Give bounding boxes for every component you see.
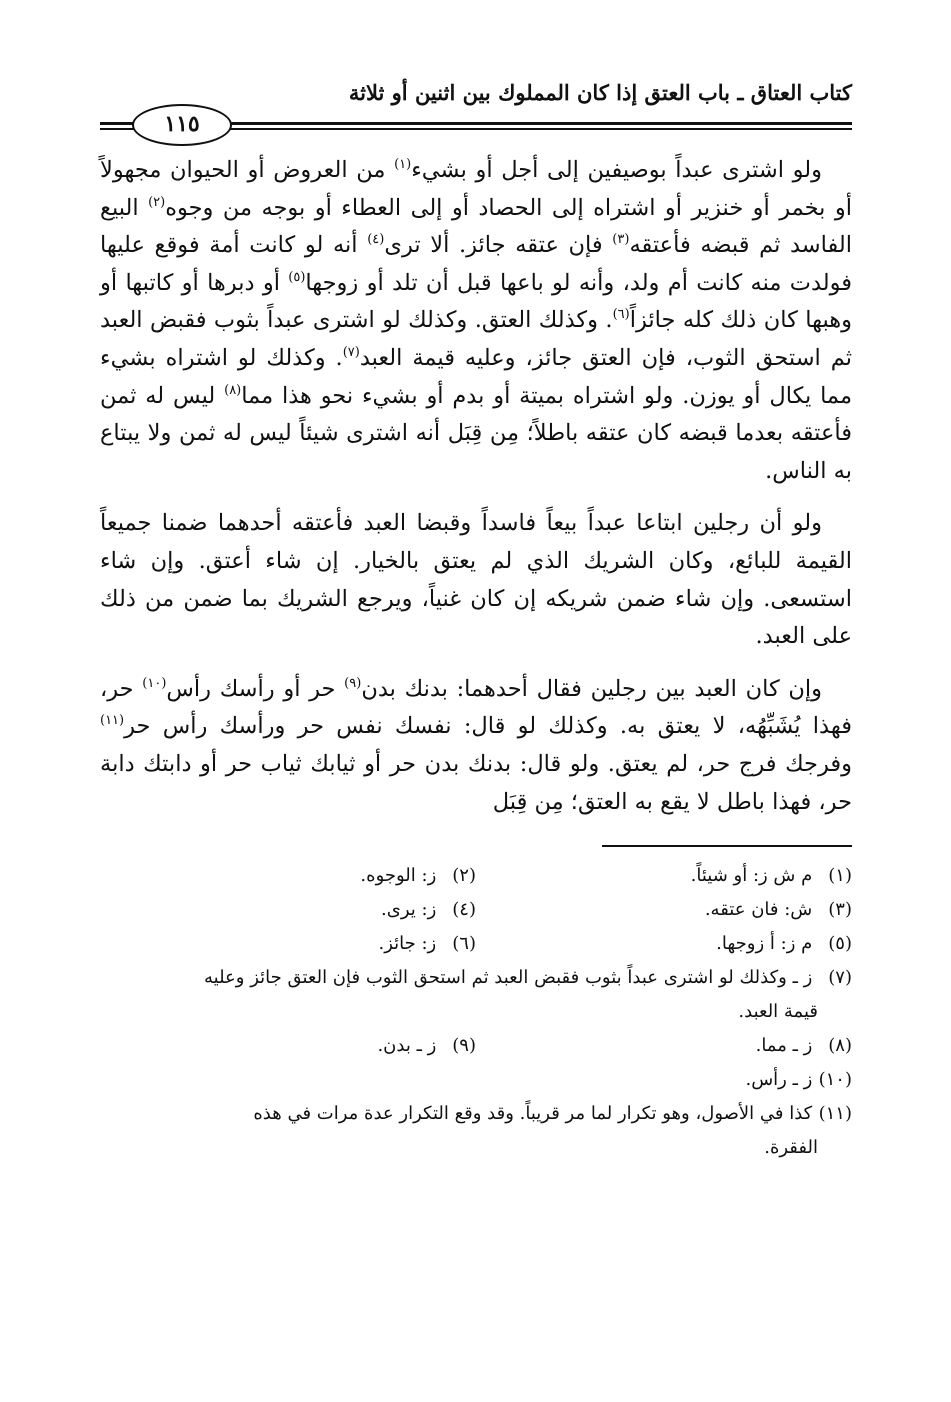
footnote-number: (٧) <box>828 966 852 988</box>
body-text-run: . وكذلك العتق. وكذلك لو اشترى عبداً بثوب فقبض العبد ثم استحق الثوب، فإن العتق جائز، وعليه قيمة العبد <box>100 307 852 371</box>
footnote-number: (١) <box>828 864 852 886</box>
paragraph <box>100 671 852 821</box>
body-text-run: ولو أن رجلين ابتاعا عبداً بيعاً فاسداً وقبضا العبد فأعتقه أحدهما ضمنا جميعاً القيمة للبائع، وكان الشريك الذي لم يعتق بالخيار. إن شاء أعتق. وإن شاء استسعى. وإن شاء ضمن شريكه إن كان غنياً، ويرجع الشريك بما ضمن من ذلك على العبد. <box>100 510 852 650</box>
footnote-number: (٩) <box>452 1034 476 1056</box>
body-text-run: فإن عتقه جائز. ألا ترى <box>384 232 613 259</box>
footnote-number: (٦) <box>452 932 476 954</box>
footnote-marker: (٧) <box>342 344 360 360</box>
footnote <box>476 893 852 927</box>
footnote-row <box>100 927 852 961</box>
footnote-marker: (١١) <box>100 713 125 729</box>
footnote-marker: (٢) <box>148 194 166 210</box>
footnote-row <box>100 893 852 927</box>
footnote-number: (٣) <box>828 898 852 920</box>
body-text-run: وإن كان العبد بين رجلين فقال أحدهما: بدنك بدن <box>361 675 823 702</box>
footnote-marker: (٦) <box>612 307 630 323</box>
footnote <box>100 1029 476 1063</box>
footnote-text: ز: جائز. <box>378 932 437 954</box>
footnote-text: ش: فان عتقه. <box>704 898 813 920</box>
running-title: كتاب العتاق ـ باب العتق إذا كان المملوك بين اثنين أو ثلاثة <box>348 80 852 105</box>
footnote-number: (١٠) <box>818 1068 852 1090</box>
footnote-text: م ش ز: أو شيئاً. <box>690 864 813 886</box>
footnote <box>100 859 476 893</box>
footnote-text-continued: الفقرة. <box>764 1136 818 1158</box>
footnote-text: ز: يرى. <box>381 898 437 920</box>
footnote <box>100 961 852 1029</box>
footnote <box>476 859 852 893</box>
footnote-text: ز: الوجوه. <box>360 864 437 886</box>
footnote-text: ز ـ مما. <box>755 1034 813 1056</box>
footnote <box>476 927 852 961</box>
paragraph <box>100 505 852 655</box>
footnote <box>100 927 476 961</box>
page-number: ١١٥ <box>132 104 232 146</box>
body-text-run: حر أو رأسك رأس <box>166 675 345 702</box>
footnote-marker: (٣) <box>612 232 630 248</box>
paragraph <box>100 152 852 490</box>
footnote-number: (٤) <box>452 898 476 920</box>
body-text <box>100 152 852 821</box>
footnote-row <box>100 1029 852 1063</box>
body-text-run: أو دبرها أو كاتبها أو وهبها كان ذلك كله جائزاً <box>100 269 853 334</box>
footnote-number: (٢) <box>452 864 476 886</box>
footnote-text: ز ـ رأس. <box>745 1068 813 1090</box>
footnote <box>100 1097 852 1165</box>
footnote-number: (٨) <box>828 1034 852 1056</box>
footnote-text: ز ـ وكذلك لو اشترى عبداً بثوب فقبض العبد ثم استحق الثوب فإن العتق جائز وعليه <box>204 966 813 988</box>
footnote <box>100 893 476 927</box>
footnote-row <box>100 859 852 893</box>
footnote-marker: (١) <box>394 157 412 172</box>
footnote-text: ز ـ بدن. <box>377 1034 437 1056</box>
body-text-run: حر، فهذا يُشَبِّهُه، لا يعتق به. وكذلك لو قال: نفسك نفس حر ورأسك رأس حر <box>100 675 852 740</box>
footnote-text: م ز: أ زوجها. <box>716 932 813 954</box>
footnote-marker: (٩) <box>344 675 362 691</box>
footnotes <box>100 859 852 1165</box>
footnote-text-continued: قيمة العبد. <box>738 1000 818 1022</box>
body-text-run: ليس له ثمن فأعتقه بعدما قبضه كان عتقه باطلاً؛ مِن قِبَل أنه اشترى شيئاً ليس له ثمن ولا يبتاع به الناس. <box>100 382 852 484</box>
footnote-marker: (٨) <box>224 382 242 398</box>
body-text-run: ولو اشترى عبداً بوصيفين إلى أجل أو بشيء <box>411 157 822 183</box>
footnote-number: (١١) <box>818 1102 852 1124</box>
footnote-marker: (٤) <box>367 232 385 248</box>
book-page <box>100 78 852 1165</box>
body-text-run: . وكذلك لو اشتراه بشيء مما يكال أو يوزن. ولو اشتراه بميتة أو بدم أو بشيء نحو هذا مما <box>100 344 852 409</box>
footnote-number: (٥) <box>828 932 852 954</box>
body-text-run: البيع الفاسد ثم قبضه فأعتقه <box>100 194 852 259</box>
footnote-marker: (١٠) <box>142 675 167 691</box>
body-text-run: وفرجك فرج حر، لم يعتق. ولو قال: بدنك بدن حر أو ثيابك ثياب حر أو دابتك دابة حر، فهذا باطل لا يقع به العتق؛ مِن قِبَل <box>100 750 852 815</box>
body-text-run: من العروض أو الحيوان مجهولاً أو بخمر أو خنزير أو اشتراه إلى الحصاد أو إلى العطاء أو بوجه من وجوه <box>100 157 852 221</box>
body-text-run: أنه لو كانت أمة فوقع عليها فولدت منه كانت أم ولد، وأنه لو باعها قبل أن تلد أو زوجها <box>100 232 852 296</box>
footnote <box>100 1063 852 1097</box>
footnote-marker: (٥) <box>288 269 306 285</box>
footnote-separator <box>602 845 852 847</box>
footnote-text: كذا في الأصول، وهو تكرار لما مر قريباً. وقد وقع التكرار عدة مرات في هذه <box>253 1102 813 1124</box>
page-header <box>100 78 852 137</box>
footnote <box>476 1029 852 1063</box>
